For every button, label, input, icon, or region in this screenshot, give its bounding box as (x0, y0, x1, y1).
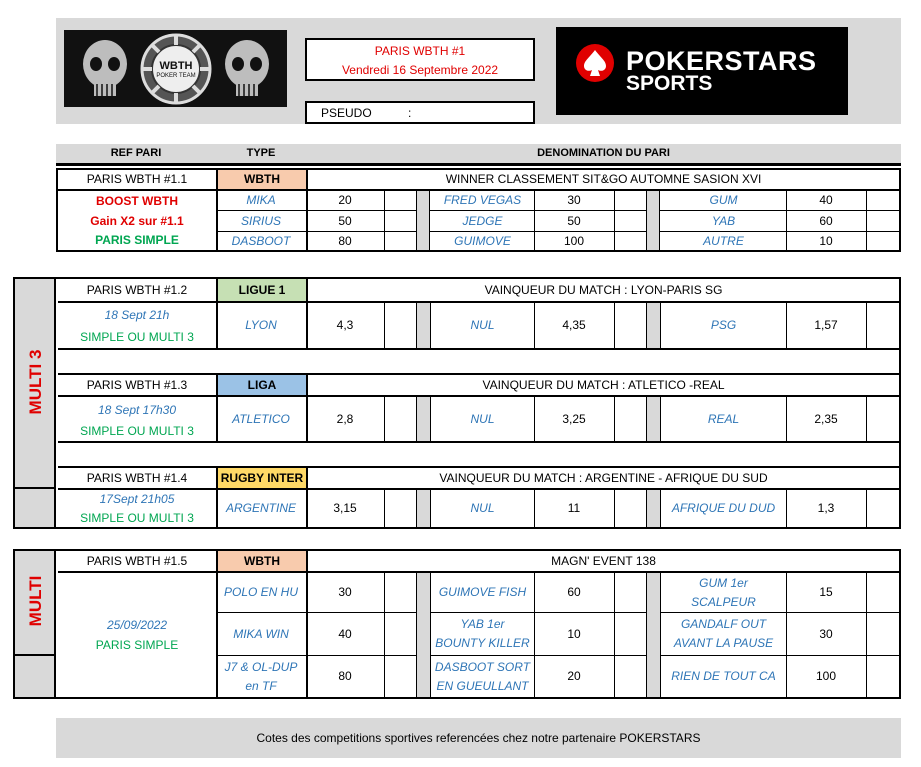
col-type: TYPE (246, 146, 276, 159)
bet1-gain: Gain X2 sur #1.1 (90, 213, 184, 228)
bet15-checkbox[interactable] (867, 573, 899, 612)
bet15-odds: 20 (567, 669, 581, 684)
bet14-odds: 1,3 (817, 501, 835, 516)
pseudo-label: PSEUDO (321, 106, 372, 120)
bet14-checkbox[interactable] (615, 490, 646, 527)
bet13-name: VAINQUEUR DU MATCH : ATLETICO -REAL (482, 377, 725, 392)
bet13-sep-2 (646, 397, 661, 441)
bet13-option: REAL (707, 411, 740, 426)
bet15-option: MIKA WIN (233, 626, 289, 641)
bet15-option: POLO EN HU (223, 585, 298, 600)
bet14-type-badge: RUGBY INTER (218, 468, 306, 488)
footer-note: Cotes des competitions sportives referencées chez notre partenaire POKERSTARS (56, 718, 901, 758)
bet1-checkbox[interactable] (867, 191, 899, 210)
bet14-date: 17Sept 21h05 (99, 491, 175, 506)
bet14-mode: SIMPLE OU MULTI 3 (80, 510, 194, 525)
bet1-sep-2 (647, 191, 660, 250)
bet1-mode: PARIS SIMPLE (95, 233, 179, 248)
bet1-option: DASBOOT (231, 233, 291, 248)
bet13-sep-1 (416, 397, 431, 441)
bet15-option: RIEN DE TOUT CA (671, 669, 776, 684)
col-denomination: DENOMINATION DU PARI (537, 146, 670, 159)
bet12-sep-2 (646, 303, 661, 348)
page-title: PARIS WBTH #1 (374, 44, 466, 58)
bet1-option: SIRIUS (240, 213, 281, 228)
bet1-sep-1 (417, 191, 430, 250)
bet1-checkbox[interactable] (385, 211, 416, 231)
wbth-logo (64, 30, 287, 107)
bet13-ref: PARIS WBTH #1.3 (86, 377, 188, 392)
bet1-odds: 50 (338, 213, 352, 228)
bet15-odds: 60 (567, 585, 581, 600)
pokerstars-logo (556, 27, 848, 115)
bet15-sep-1 (416, 573, 431, 697)
bet15-date: 25/09/2022 (106, 617, 168, 632)
bet14-option: ARGENTINE (225, 501, 296, 516)
bet1-odds: 80 (338, 233, 352, 248)
bet1-odds: 30 (567, 193, 581, 208)
bet1-option: FRED VEGAS (443, 193, 522, 208)
bet15-checkbox[interactable] (385, 613, 416, 655)
bet13-odds: 3,25 (562, 411, 586, 426)
bet12-sep-1 (416, 303, 431, 348)
bet14-ref: PARIS WBTH #1.4 (86, 470, 188, 485)
multi3-side-line (15, 487, 56, 489)
bet12-checkbox[interactable] (615, 303, 646, 348)
bet1-odds: 10 (819, 233, 833, 248)
bet15-odds: 80 (338, 669, 352, 684)
bet1-checkbox[interactable] (615, 211, 646, 231)
bet15-mode: PARIS SIMPLE (95, 637, 179, 652)
bet15-type-badge: WBTH (218, 551, 306, 571)
bet14-option: NUL (470, 501, 495, 516)
bet15-option: DASBOOT SORT EN GUEULLANT (434, 659, 531, 693)
bet1-option: GUM (709, 193, 738, 208)
column-header-line (56, 163, 901, 166)
pseudo-colon: : (408, 106, 412, 120)
bet1-checkbox[interactable] (867, 232, 899, 250)
bet1-odds: 60 (819, 213, 833, 228)
bet15-option: GUIMOVE FISH (438, 585, 527, 600)
bet12-checkbox[interactable] (385, 303, 416, 348)
bet13-option: NUL (470, 411, 495, 426)
page-date: Vendredi 16 Septembre 2022 (341, 63, 499, 77)
bet13-checkbox[interactable] (385, 397, 416, 441)
skull-left-icon (70, 34, 140, 104)
bet13-odds: 2,35 (814, 411, 838, 426)
skull-right-icon (212, 34, 282, 104)
bet1-option: MIKA (246, 193, 276, 208)
bet15-name: MAGN' EVENT 138 (551, 553, 656, 568)
bet12-option: PSG (710, 318, 737, 333)
bet13-checkbox[interactable] (615, 397, 646, 441)
bet12-option: NUL (470, 318, 495, 333)
col-ref: REF PARI (110, 146, 162, 159)
bet14-checkbox[interactable] (385, 490, 416, 527)
logo-subtext: POKER TEAM (156, 73, 196, 79)
bet14-name: VAINQUEUR DU MATCH : ARGENTINE - AFRIQUE DU SUD (439, 470, 768, 485)
bet13-odds: 2,8 (336, 411, 354, 426)
bet1-checkbox[interactable] (385, 232, 416, 250)
bet15-option: YAB 1er BOUNTY KILLER (435, 617, 530, 650)
sponsor-sub: SPORTS (626, 72, 713, 95)
bet15-ref: PARIS WBTH #1.5 (86, 553, 188, 568)
logo-text: WBTH (159, 60, 193, 72)
bet12-ref: PARIS WBTH #1.2 (86, 282, 188, 297)
pseudo-field[interactable] (305, 101, 535, 124)
bet15-checkbox[interactable] (385, 656, 416, 697)
bet14-checkbox[interactable] (867, 490, 899, 527)
bet15-option: J7 & OL-DUP en TF (224, 659, 298, 693)
bet1-ref: PARIS WBTH #1.1 (86, 172, 188, 187)
bet1-checkbox[interactable] (615, 191, 646, 210)
title-box (305, 38, 535, 81)
bet1-type-badge: WBTH (218, 170, 306, 189)
bet13-bottom (58, 441, 899, 443)
bet13-option: ATLETICO (232, 411, 290, 426)
bet14-option: AFRIQUE DU DUD (671, 501, 776, 516)
bet14-sep-2 (646, 490, 661, 527)
bet1-option: JEDGE (462, 213, 503, 228)
bet12-mode: SIMPLE OU MULTI 3 (80, 329, 194, 344)
spade-icon (575, 41, 615, 85)
bet1-checkbox[interactable] (385, 191, 416, 210)
bet15-odds: 30 (819, 626, 833, 641)
bet1-boost: BOOST WBTH (96, 193, 178, 208)
bet1-option: GUIMOVE (454, 233, 511, 248)
bet1-checkbox[interactable] (615, 232, 646, 250)
multi-label: MULTI (26, 575, 45, 627)
multi-side-line (15, 654, 56, 656)
bet14-sep-1 (416, 490, 431, 527)
bet15-odds: 40 (338, 626, 352, 641)
bet12-odds: 1,57 (814, 318, 838, 333)
sponsor-name: POKERSTARS (626, 46, 817, 76)
bet15-checkbox[interactable] (615, 656, 646, 697)
bet1-checkbox[interactable] (867, 211, 899, 231)
bet12-odds: 4,3 (336, 318, 354, 333)
multi3-label: MULTI 3 (26, 349, 45, 415)
bet15-option: GUM 1er SCALPEUR (691, 575, 756, 609)
bet15-sep-2 (646, 573, 661, 697)
bet13-mode: SIMPLE OU MULTI 3 (80, 423, 194, 438)
bet1-odds: 40 (819, 193, 833, 208)
bet12-odds: 4,35 (562, 318, 586, 333)
bet1-odds: 20 (338, 193, 352, 208)
bet14-odds: 3,15 (333, 501, 357, 516)
bet12-checkbox[interactable] (867, 303, 899, 348)
bet15-checkbox[interactable] (867, 613, 899, 655)
bet15-checkbox[interactable] (615, 613, 646, 655)
bet15-checkbox[interactable] (867, 656, 899, 697)
bet1-odds: 100 (563, 233, 585, 248)
bet13-date: 18 Sept 17h30 (97, 402, 177, 417)
bet1-name: WINNER CLASSEMENT SIT&GO AUTOMNE SASION XVI (445, 172, 762, 187)
bet15-odds: 10 (567, 626, 581, 641)
bet1-option: AUTRE (703, 233, 744, 248)
bet1-option: YAB (711, 213, 736, 228)
bet12-option: LYON (245, 318, 277, 333)
bet1-odds: 50 (567, 213, 581, 228)
bet15-option: GANDALF OUT AVANT LA PAUSE (673, 617, 774, 650)
bet12-type-badge: LIGUE 1 (218, 279, 306, 301)
bet15-odds: 30 (338, 585, 352, 600)
bet15-odds: 15 (819, 585, 833, 600)
bet14-odds: 11 (567, 501, 581, 516)
bet12-bottom (58, 348, 899, 350)
bet12-date: 18 Sept 21h (104, 307, 170, 322)
bet12-name: VAINQUEUR DU MATCH : LYON-PARIS SG (484, 282, 723, 297)
bet13-checkbox[interactable] (867, 397, 899, 441)
bet15-odds: 100 (815, 669, 837, 684)
bet15-checkbox[interactable] (385, 573, 416, 612)
bet15-checkbox[interactable] (615, 573, 646, 612)
bet13-type-badge: LIGA (218, 375, 306, 395)
